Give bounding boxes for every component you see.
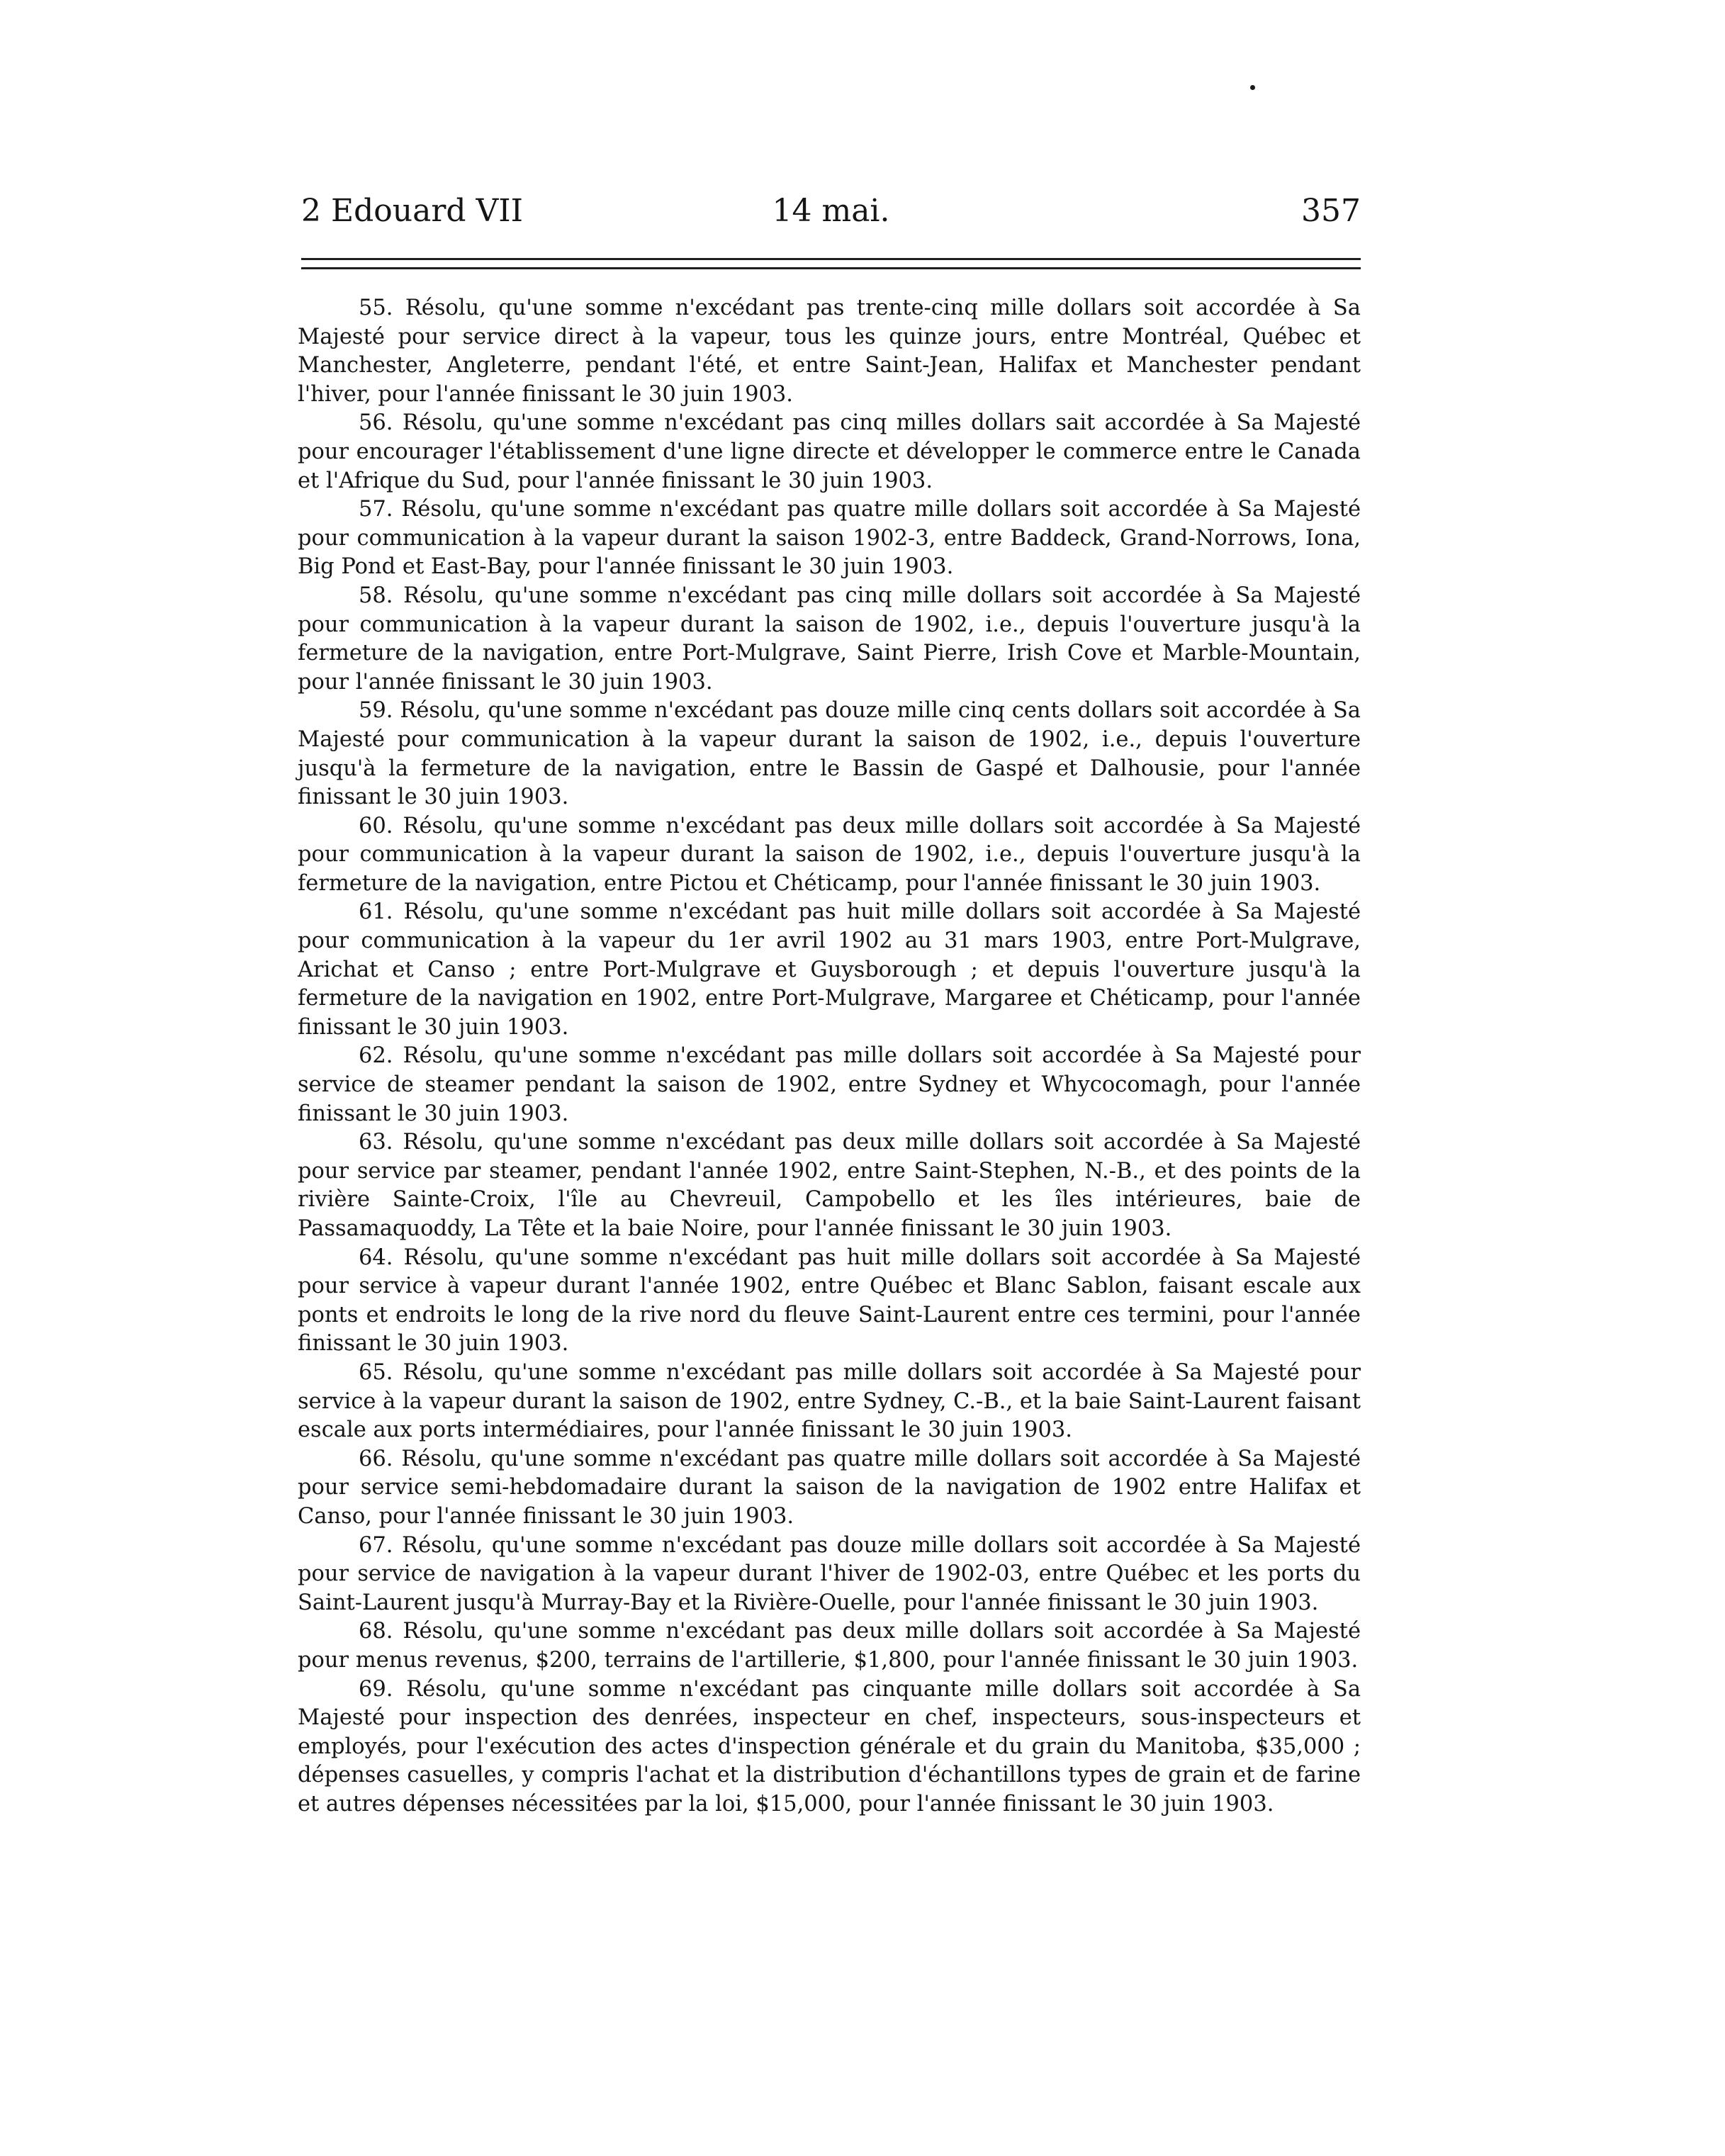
resolution-68: 68. Résolu, qu'une somme n'excédant pas deux mille dollars soit accordée à Sa Majesté pour menus revenus, $200, terrains de l'artillerie, $1,800, pour l'année finissant le 30 juin 1903. — [298, 1619, 1361, 1673]
resolution-61: 61. Résolu, qu'une somme n'excédant pas huit mille dollars soit accordée à Sa Majesté pour communication à la vapeur du 1er avril 1902 au 31 mars 1903, entre Port-Mulgrave, Arichat et Canso ; entre Port-Mulgrave et Guysborough ; et depuis l'ouverture jusqu'à la fermeture de la navigation en 1902, entre Port-Mulgrave, Margaree et Chéticamp, pour l'année finissant le 30 juin 1903. — [298, 899, 1361, 1040]
ink-speck — [1250, 85, 1255, 90]
resolution-65: 65. Résolu, qu'une somme n'excédant pas mille dollars soit accordée à Sa Majesté pour service à la vapeur durant la saison de 1902, entre Sydney, C.-B., et la baie Saint-Laurent faisant escale aux ports intermédiaires, pour l'année finissant le 30 juin 1903. — [298, 1359, 1361, 1443]
resolution-69: 69. Résolu, qu'une somme n'excédant pas cinquante mille dollars soit accordée à Sa Majesté pour inspection des denrées, inspecteur en chef, inspecteurs, sous-inspecteurs et employés, pour l'exécution des actes d'inspection générale et du grain du Manitoba, $35,000 ; dépenses casuelles, y compris l'achat et la distribution d'échantillons types de grain et de farine et autres dépenses nécessitées par la loi, $15,000, pour l'année finissant le 30 juin 1903. — [298, 1676, 1361, 1817]
resolution-59: 59. Résolu, qu'une somme n'excédant pas douze mille cinq cents dollars soit accordée à Sa Majesté pour communication à la vapeur durant la saison de 1902, i.e., depuis l'ouverture jusqu'à la fermeture de la navigation, entre le Bassin de Gaspé et Dalhousie, pour l'année finissant le 30 juin 1903. — [298, 698, 1361, 810]
resolution-55: 55. Résolu, qu'une somme n'excédant pas trente-cinq mille dollars soit accordée à Sa Majesté pour service direct à la vapeur, tous les quinze jours, entre Montréal, Québec et Manchester, Angleterre, pendant l'été, et entre Saint-Jean, Halifax et Manchester pendant l'hiver, pour l'année finissant le 30 juin 1903. — [298, 296, 1361, 407]
header-regnal-year: 2 Edouard VII — [301, 193, 524, 229]
resolution-58: 58. Résolu, qu'une somme n'excédant pas cinq mille dollars soit accordée à Sa Majesté pour communication à la vapeur durant la saison de 1902, i.e., depuis l'ouverture jusqu'à la fermeture de la navigation, entre Port-Mulgrave, Saint Pierre, Irish Cove et Marble-Mountain, pour l'année finissant le 30 juin 1903. — [298, 583, 1361, 695]
header-rule-top — [301, 258, 1361, 260]
header-rule-bottom — [301, 267, 1361, 269]
resolution-60: 60. Résolu, qu'une somme n'excédant pas deux mille dollars soit accordée à Sa Majesté pour communication à la vapeur durant la saison de 1902, i.e., depuis l'ouverture jusqu'à la fermeture de la navigation, entre Pictou et Chéticamp, pour l'année finissant le 30 juin 1903. — [298, 813, 1361, 896]
resolution-62: 62. Résolu, qu'une somme n'excédant pas mille dollars soit accordée à Sa Majesté pour service de steamer pendant la saison de 1902, entre Sydney et Whycocomagh, pour l'année finissant le 30 juin 1903. — [298, 1043, 1361, 1126]
page-header — [301, 190, 1361, 232]
resolution-56: 56. Résolu, qu'une somme n'excédant pas cinq milles dollars sait accordée à Sa Majesté pour encourager l'établissement d'une ligne directe et développer le commerce entre le Canada et l'Afrique du Sud, pour l'année finissant le 30 juin 1903. — [298, 410, 1361, 493]
resolution-66: 66. Résolu, qu'une somme n'excédant pas quatre mille dollars soit accordée à Sa Majesté pour service semi-hebdomadaire durant la saison de la navigation de 1902 entre Halifax et Canso, pour l'année finissant le 30 juin 1903. — [298, 1446, 1361, 1529]
resolution-67: 67. Résolu, qu'une somme n'excédant pas douze mille dollars soit accordée à Sa Majesté pour service de navigation à la vapeur durant l'hiver de 1902-03, entre Québec et les ports du Saint-Laurent jusqu'à Murray-Bay et la Rivière-Ouelle, pour l'année finissant le 30 juin 1903. — [298, 1532, 1361, 1615]
resolution-63: 63. Résolu, qu'une somme n'excédant pas deux mille dollars soit accordée à Sa Majesté pour service par steamer, pendant l'année 1902, entre Saint-Stephen, N.-B., et des points de la rivière Sainte-Croix, l'île au Chevreuil, Campobello et les îles intérieures, baie de Passamaquoddy, La Tête et la baie Noire, pour l'année finissant le 30 juin 1903. — [298, 1130, 1361, 1241]
header-date: 14 mai. — [772, 193, 890, 229]
resolutions-body — [298, 294, 1361, 1819]
resolution-64: 64. Résolu, qu'une somme n'excédant pas huit mille dollars soit accordée à Sa Majesté pour service à vapeur durant l'année 1902, entre Québec et Blanc Sablon, faisant escale aux ponts et endroits le long de la rive nord du fleuve Saint-Laurent entre ces termini, pour l'année finissant le 30 juin 1903. — [298, 1245, 1361, 1357]
page-number: 357 — [1301, 193, 1361, 229]
resolution-57: 57. Résolu, qu'une somme n'excédant pas quatre mille dollars soit accordée à Sa Majesté pour communication à la vapeur durant la saison 1902-3, entre Baddeck, Grand-Norrows, Iona, Big Pond et East-Bay, pour l'année finissant le 30 juin 1903. — [298, 497, 1361, 580]
